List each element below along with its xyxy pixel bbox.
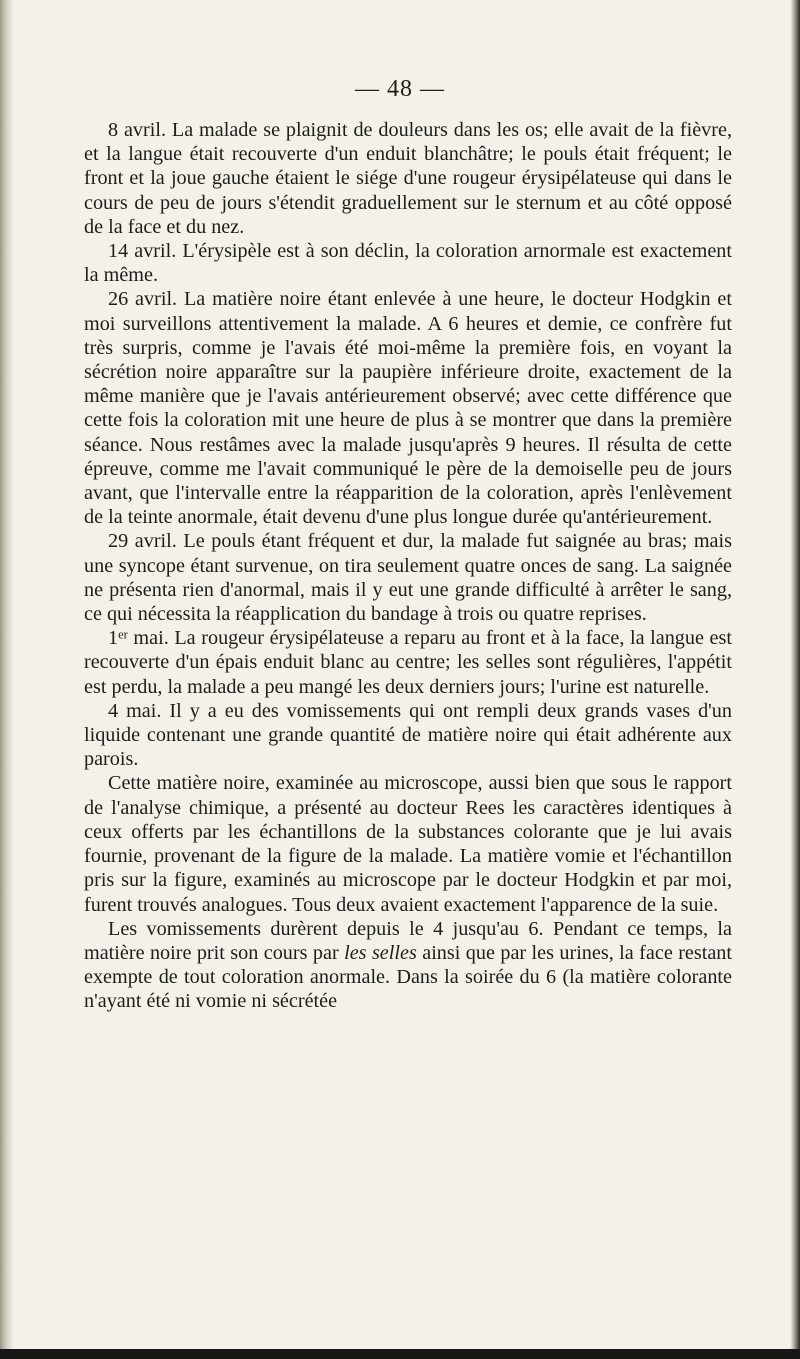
page-number: — 48 — — [355, 76, 445, 102]
date-number: 1 — [108, 627, 119, 650]
paragraph-text: mai. La rougeur érysipélateuse a reparu au front et à la face, la langue est recouverte d'un épais enduit blanc au centre; les selles sont régulières, l'appétit est perdu, la malade a peu mangé les deux derniers jours; l'urine est naturelle. — [84, 627, 732, 698]
paragraph-vomissements — [84, 917, 732, 1014]
paragraph-26-avril: 26 avril. La matière noire étant enlevée à une heure, le docteur Hodgkin et moi surveillons attentivement la malade. A 6 heures et demie, ce confrère fut très surpris, comme je l'avais été moi-même la première fois, en voyant la sécrétion noire apparaître sur la paupière inférieure droite, exactement de la même manière que je l'avais antérieurement observé; avec cette différence que cette fois la coloration mit une heure de plus à se montrer que dans la première séance. Nous restâmes avec la malade jusqu'après 9 heures. Il résulta de cette épreuve, comme me l'avait communiqué le père de la demoiselle peu de jours avant, que l'intervalle entre la réapparition de la coloration, après l'enlèvement de la teinte anormale, était devenu d'une plus longue durée qu'antérieurement. — [84, 288, 732, 529]
paragraph-14-avril: 14 avril. L'érysipèle est à son déclin, la coloration arnormale est exactement la même. — [84, 240, 732, 287]
body-text — [84, 118, 732, 1014]
bottom-dark-edge — [0, 1349, 800, 1359]
paragraph-1er-mai — [84, 626, 732, 699]
paragraph-microscope: Cette matière noire, examinée au microscope, aussi bien que sous le rapport de l'analyse chimique, a présenté au docteur Rees les caractères identiques à ceux offerts par les échantillons de la substances colorante que je lui avais fournie, provenant de la figure de la malade. La matière vomie et l'échantillon pris sur la figure, examinés au microscope par le docteur Hodgkin et par moi, furent trouvés analogues. Tous deux avaient exactement l'apparence de la suie. — [84, 772, 732, 916]
ordinal-superscript: er — [118, 627, 128, 642]
paragraph-text-start: Les vomissements durèrent depuis le 4 jusqu'au 6. Pendant ce temps, la matière noire prit son cours par — [84, 917, 732, 964]
right-page-edge — [790, 0, 800, 1359]
italic-les-selles: les selles — [344, 941, 417, 964]
paragraph-text-end: ainsi que par les urines, la face restant exempte de tout coloration anormale. Dans la soirée du 6 (la matière colorante n'ayant été ni vomie ni sécrétée — [84, 941, 733, 1013]
paragraph-4-mai: 4 mai. Il y a eu des vomissements qui ont rempli deux grands vases d'un liquide contenant une grande quantité de matière noire qui était adhérente aux parois. — [84, 699, 732, 771]
left-page-shadow — [0, 0, 14, 1359]
paragraph-8-avril: 8 avril. La malade se plaignit de douleurs dans les os; elle avait de la fièvre, et la langue était recouverte d'un enduit blanchâtre; le pouls était fréquent; le front et la joue gauche étaient le siége d'une rougeur érysipélateuse qui dans le cours de peu de jours s'étendit graduellement sur le sternum et au côté opposé de la face et du nez. — [84, 119, 732, 238]
paragraph-29-avril: 29 avril. Le pouls étant fréquent et dur, la malade fut saignée au bras; mais une syncope étant survenue, on tira seulement quatre onces de sang. La saignée ne présenta rien d'anormal, mais il y eut une grande difficulté à arrêter le sang, ce qui nécessita la réapplication du bandage à trois ou quatre reprises. — [84, 530, 732, 626]
